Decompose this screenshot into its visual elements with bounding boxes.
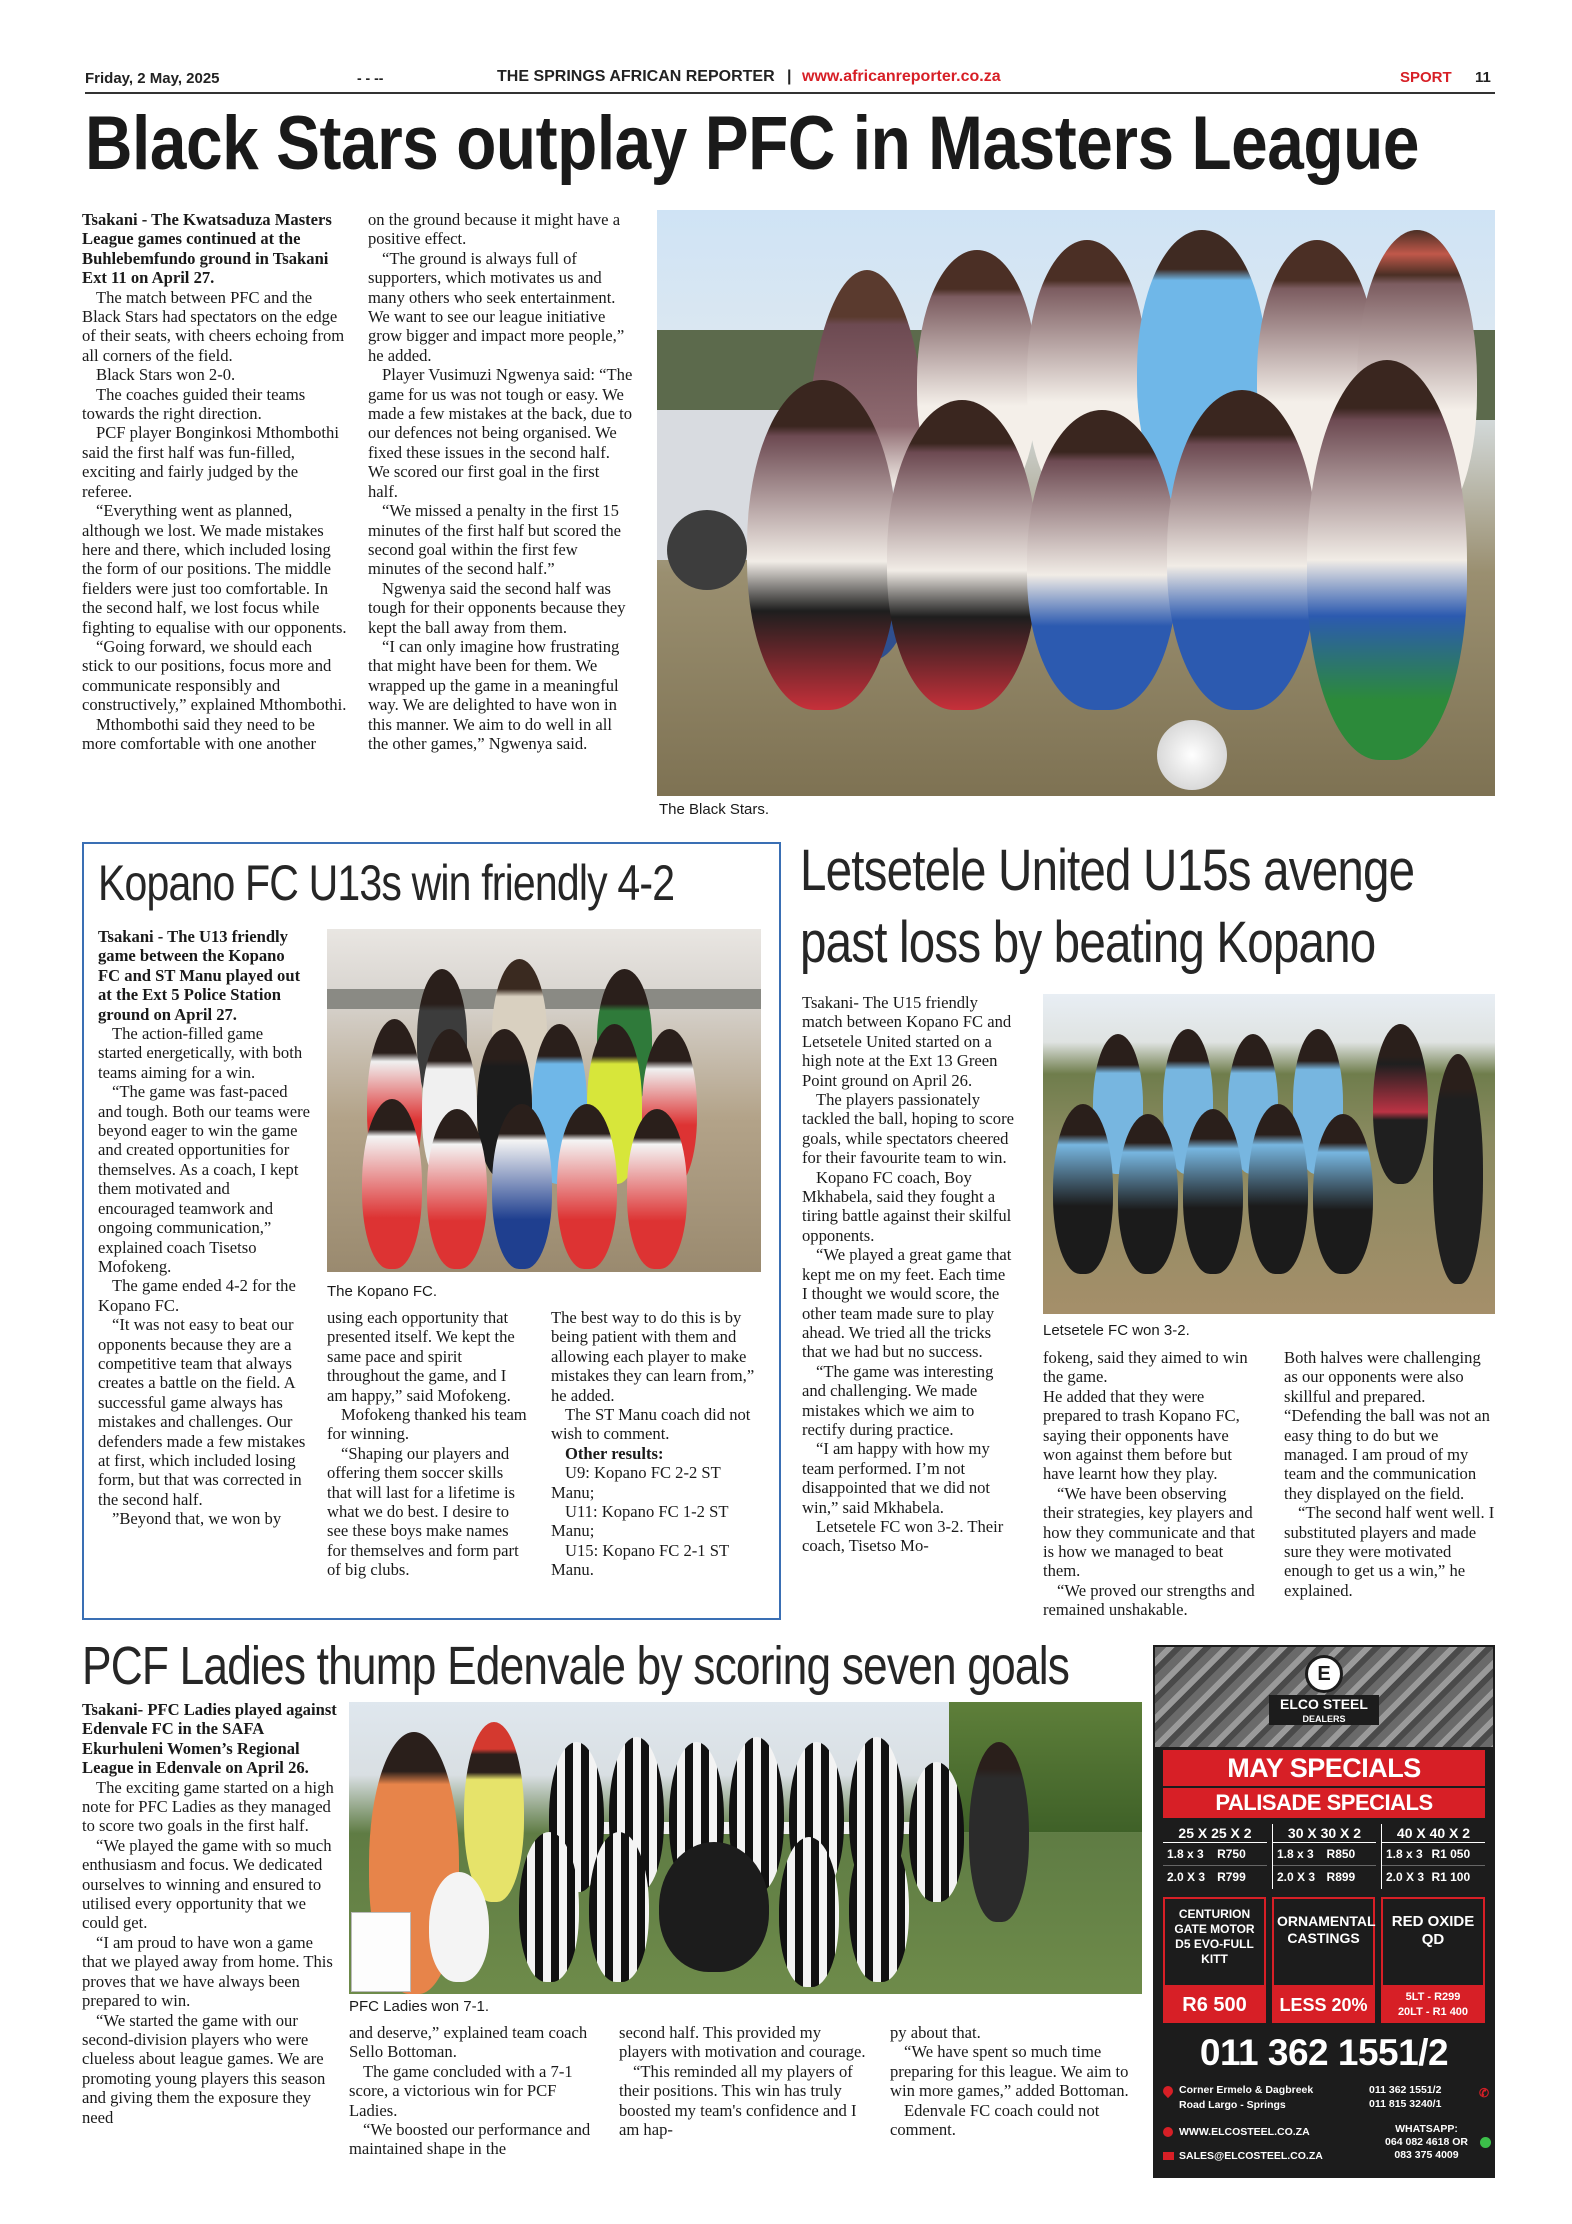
brand-line-2: DEALERS — [1269, 1713, 1379, 1725]
product-oxide-label: RED OXIDE QD — [1391, 1913, 1475, 1948]
price-oxide — [1381, 1987, 1485, 2023]
email-row[interactable] — [1163, 2149, 1363, 2165]
story4-column-1 — [82, 1700, 337, 2190]
story3-column-1 — [802, 993, 1014, 1620]
story1-paragraph: “I can only imagine how frustrating that might have been for them. We wrapped up the game in a meaningful way. We are delighted to have won in this manner. We aim to do well in all the other games,” Ngwenya said. — [368, 636, 620, 753]
whatsapp-line-2: 083 375 4009 — [1394, 2149, 1459, 2161]
story2-paragraph: The game ended 4-2 for the Kopano FC. — [98, 1276, 296, 1315]
story2-paragraph: The best way to do this is by being patient with them and allowing each player to make mistakes they can learn from,” he added. — [551, 1308, 755, 1405]
story2-column-2 — [327, 1308, 527, 1600]
result-line: U9: Kopano FC 2-2 ST Manu; — [551, 1463, 721, 1502]
whatsapp-icon — [1480, 2137, 1491, 2148]
letsetele-fc-caption: Letsetele FC won 3-2. — [1043, 1322, 1190, 1339]
size-title: 30 X 30 X 2 — [1273, 1824, 1376, 1843]
size-dims: 2.0 X 3 — [1277, 1870, 1316, 1884]
logo-badge-icon: E — [1305, 1655, 1343, 1693]
story4-headline-text: PCF Ladies thump Edenvale by scoring seven goals — [82, 1636, 1070, 1696]
other-results-title: Other results: — [565, 1443, 664, 1463]
size-price: R1 050 — [1431, 1847, 1471, 1861]
story3-headline — [800, 835, 1500, 985]
story4-headline — [82, 1632, 1137, 1702]
alt-phone-line-1: 011 362 1551/2 — [1369, 2084, 1442, 2096]
story1-paragraph: “The ground is always full of supporters, which motivates us and many others who seek entertainment. We want to see our league initiative grow bigger and impact more people,” he added. — [368, 248, 625, 365]
story1-column-2 — [368, 210, 633, 822]
story3-paragraph: “We have been observing their strategies, key players and how they communicate and that is how we managed to beat them. — [1043, 1483, 1255, 1581]
story2-paragraph: Mofokeng thanked his team for winning. — [327, 1405, 527, 1444]
pfc-ladies-team-photo — [349, 1702, 1142, 1994]
story3-paragraph: Both halves were challenging as our opponents were also skillful and prepared. — [1284, 1348, 1481, 1406]
running-header — [85, 68, 1495, 94]
story2-headline-text: Kopano FC U13s win friendly 4-2 — [98, 855, 675, 911]
story1-paragraph: “We missed a penalty in the first 15 minutes of the first half but scored the second goal within the first few minutes of the second half.” — [368, 501, 621, 579]
elco-steel-advert[interactable] — [1153, 1645, 1495, 2178]
size-title: 25 X 25 X 2 — [1163, 1824, 1267, 1843]
story3-paragraph: Tsakani- The U15 friendly match between Kopano FC and Letsetele United started on a high note at the Ext 13 Green Point ground on April 26. — [802, 993, 1012, 1090]
story4-paragraph: and deserve,” explained team coach Sello Bottoman. — [349, 2023, 588, 2062]
story1-paragraph: Player Vusimuzi Ngwenya said: “The game for us was not tough or easy. We made a few mistakes at the back, due to our defences not being organised. We fixed these issues in the second half. We scored our first goal in the first half. — [368, 365, 633, 501]
kopano-fc-caption: The Kopano FC. — [327, 1283, 438, 1300]
story3-headline-line1: Letsetele United U15s avenge — [800, 838, 1415, 903]
story1-paragraph: “Everything went as planned, although we lost. We made mistakes here and there, which included losing the form of our positions. The middle fielders were just too comfortable. In the second half, we lost focus while fighting to equalise with our opponents. — [82, 501, 347, 637]
main-phone-number[interactable]: 011 362 1551/2 — [1199, 2032, 1449, 2073]
size-block — [1381, 1824, 1485, 1889]
story4-column-2 — [349, 2023, 599, 2190]
story1-lead: Tsakani - The Kwatsaduza Masters League games continued at the Buhlebemfundo ground in Tsakani Ext 11 on April 27. — [82, 210, 332, 288]
address-line-1: Corner Ermelo & Dagbreek — [1179, 2084, 1314, 2096]
story1-headline-text: Black Stars outplay PFC in Masters League — [85, 101, 1420, 186]
header-dots: - - -- — [357, 70, 384, 86]
story1-paragraph: Black Stars won 2-0. — [96, 365, 236, 385]
story4-paragraph: “I am proud to have won a game that we played away from home. This proves that we have always been prepared to win. — [82, 1932, 333, 2011]
story1-paragraph: Ngwenya said the second half was tough for their opponents because they kept the ball away from them. — [368, 578, 626, 637]
palisade-specials-banner: PALISADE SPECIALS — [1163, 1788, 1485, 1818]
story4-paragraph: “We started the game with our second-division players who were clueless about league games. We are promoting young players this season and giving them the exposure they need — [82, 2010, 326, 2127]
story1-headline — [85, 100, 1495, 192]
size-dims: 1.8 x 3 — [1277, 1847, 1314, 1861]
story3-column-2 — [1043, 1348, 1255, 1620]
alt-phone-line-2: 011 815 3240/1 — [1369, 2098, 1442, 2110]
whatsapp-label: WHATSAPP: — [1395, 2123, 1458, 2135]
story3-paragraph: “I am happy with how my team performed. I’m not disappointed that we did not win,” said Mkhabela. — [802, 1439, 991, 1517]
alt-phone-row[interactable] — [1369, 2083, 1491, 2117]
story4-paragraph: second half. This provided my players with motivation and courage. — [619, 2023, 866, 2062]
pin-icon — [1161, 2084, 1175, 2098]
size-dims: 1.8 x 3 — [1386, 1847, 1423, 1861]
palisade-price-table — [1163, 1824, 1485, 1889]
story2-column-3 — [551, 1308, 761, 1600]
product-box-castings — [1272, 1897, 1375, 1987]
story3-paragraph: “We played a great game that kept me on my feet. Each time I thought we would score, the other team made sure to play ahead. We tried all the tricks that we had but no success. — [802, 1245, 1012, 1362]
product-box-gate-motor — [1163, 1897, 1266, 1987]
story3-paragraph: He added that they were prepared to trash Kopano FC, saying their opponents have won against them before but have learnt how they play. — [1043, 1386, 1240, 1484]
result-line: U11: Kopano FC 1-2 ST Manu; — [551, 1502, 729, 1541]
story2-paragraph: “The game was fast-paced and tough. Both our teams were beyond eager to win the game and created opportunities for themselves. As a coach, I kept them motivated and encouraged teamwork and ongoing communication,” explained coach Tisetso Mofokeng. — [98, 1082, 310, 1276]
story4-column-4 — [890, 2023, 1142, 2190]
whatsapp-row[interactable] — [1360, 2123, 1493, 2171]
story2-paragraph: “Shaping our players and offering them soccer skills that will last for a lifetime is what we do best. I desire to see these boys make names for themselves and form part of big clubs. — [327, 1443, 519, 1580]
story3-paragraph: “We proved our strengths and remained unshakable. — [1043, 1580, 1255, 1620]
story4-paragraph: The game concluded with a 7-1 score, a victorious win for PCF Ladies. — [349, 2061, 573, 2120]
header-rule — [85, 92, 1495, 94]
issue-date: Friday, 2 May, 2025 — [85, 70, 220, 87]
size-title: 40 X 40 X 2 — [1382, 1824, 1485, 1843]
elco-steel-logo — [1269, 1655, 1379, 1739]
story1-paragraph: The match between PFC and the Black Stars had spectators on the edge of their seats, with cheers echoing from all corners of the field. — [82, 287, 345, 365]
publication-name: THE SPRINGS AFRICAN REPORTER — [497, 68, 775, 85]
story1-paragraph: on the ground because it might have a positive effect. — [368, 210, 621, 249]
size-dims: 2.0 X 3 — [1167, 1870, 1206, 1884]
size-block — [1163, 1824, 1267, 1889]
story3-paragraph: Kopano FC coach, Boy Mkhabela, said they fought a tiring battle against their skilful opponents. — [802, 1167, 1012, 1245]
product-gate-motor-label: CENTURION GATE MOTOR D5 EVO-FULL KITT — [1174, 1907, 1255, 1966]
story3-paragraph: Letsetele FC won 3-2. Their coach, Tisetso Mo- — [802, 1516, 1004, 1556]
story4-lead: Tsakani- PFC Ladies played against Edenvale FC in the SAFA Ekurhuleni Women’s Regional League in Edenvale on April 26. — [82, 1700, 337, 1778]
website-link[interactable]: www.africanreporter.co.za — [802, 68, 1001, 85]
story3-paragraph: “The game was interesting and challenging. We made mistakes which we aim to rectify during practice. — [802, 1361, 994, 1439]
mail-icon — [1163, 2152, 1174, 2160]
size-block — [1272, 1824, 1376, 1889]
story4-paragraph: Edenvale FC coach could not comment. — [890, 2100, 1100, 2140]
price-castings: LESS 20% — [1272, 1987, 1375, 2023]
story4-paragraph: The exciting game started on a high note for PFC Ladies as they managed to score two goals in the first half. — [82, 1777, 334, 1836]
price-oxide-20lt: 20LT - R1 400 — [1397, 2006, 1469, 2018]
story1-paragraph: The coaches guided their teams towards the right direction. — [82, 384, 306, 424]
story2-paragraph: using each opportunity that presented itself. We kept the same pace and spirit throughout the game, and I am happy,” said Mofokeng. — [327, 1308, 515, 1405]
page-number: 11 — [1475, 69, 1491, 86]
size-dims: 1.8 x 3 — [1167, 1847, 1204, 1861]
price-oxide-5lt: 5LT - R299 — [1405, 1991, 1461, 2003]
story3-headline-line2: past loss by beating Kopano — [800, 910, 1376, 975]
story2-paragraph: The ST Manu coach did not wish to comment. — [551, 1405, 751, 1444]
website-text: WWW.ELCOSTEEL.CO.ZA — [1179, 2126, 1310, 2138]
story4-paragraph: “We played the game with so much enthusiasm and focus. We dedicated ourselves to winning and ensured to utilised every opportunity that we could get. — [82, 1835, 332, 1933]
email-text: SALES@ELCOSTEEL.CO.ZA — [1179, 2150, 1323, 2162]
section-label: SPORT — [1400, 69, 1452, 86]
story1-paragraph: PCF player Bonginkosi Mthombothi said the first half was fun-filled, exciting and fairly judged by the referee. — [82, 423, 339, 501]
address-line-2: Road Largo - Springs — [1179, 2099, 1286, 2111]
size-price: R1 100 — [1431, 1870, 1471, 1884]
story3-paragraph: “The second half went well. I substituted players and made sure they were motivated enough to get us a win,” he explained. — [1284, 1503, 1495, 1600]
story3-column-3 — [1284, 1348, 1496, 1620]
story2-paragraph: The action-filled game started energetically, with both teams aiming for a win. — [98, 1024, 303, 1082]
story2-column-1 — [98, 927, 310, 1600]
story4-paragraph: “This reminded all my players of their positions. This win has truly boosted my team's confidence and I am hap- — [619, 2061, 857, 2140]
product-castings-label: ORNAMENTAL CASTINGS — [1277, 1913, 1376, 1946]
story3-paragraph: “Defending the ball was not an easy thing to do but we managed. I am proud of my team and the communication they displayed on the field. — [1284, 1406, 1490, 1503]
globe-icon — [1163, 2127, 1173, 2137]
may-specials-banner: MAY SPECIALS — [1163, 1750, 1485, 1786]
story4-column-3 — [619, 2023, 869, 2190]
black-stars-team-photo — [657, 210, 1495, 796]
story1-paragraph: “Going forward, we should each stick to our positions, focus more and communicate responsibly and constructively,” explained Mthombothi. — [82, 636, 347, 715]
story3-paragraph: fokeng, said they aimed to win the game. — [1043, 1348, 1248, 1387]
pfc-ladies-caption: PFC Ladies won 7-1. — [349, 1998, 490, 2015]
phone-icon: ✆ — [1478, 2086, 1489, 2100]
story4-paragraph: “We have spent so much time preparing for this league. We aim to win more games,” added Bottoman. — [890, 2042, 1129, 2101]
story4-paragraph: py about that. — [890, 2023, 981, 2042]
story4-paragraph: “We boosted our performance and maintained shape in the — [349, 2120, 591, 2159]
header-separator: | — [787, 68, 792, 85]
result-line: U15: Kopano FC 2-1 ST Manu. — [551, 1540, 729, 1580]
story2-lead: Tsakani - The U13 friendly game between the Kopano FC and ST Manu played out at the Ext 5 Police Station ground on April 27. — [98, 927, 301, 1024]
story2-paragraph: “It was not easy to beat our opponents because they are a competitive team that always creates a battle on the field. A successful game always has mistakes and challenges. Our defenders made a few mistakes at first, which included losing form, but that was corrected in the second half. — [98, 1315, 306, 1509]
story2-headline — [98, 850, 778, 920]
story2-paragraph: ”Beyond that, we won by — [112, 1509, 282, 1529]
story1-column-1 — [82, 210, 347, 822]
web-row[interactable] — [1163, 2125, 1363, 2141]
letsetele-fc-team-photo — [1043, 994, 1495, 1314]
size-dims: 2.0 X 3 — [1386, 1870, 1425, 1884]
address-row — [1163, 2083, 1363, 2117]
story3-paragraph: The players passionately tackled the ball, hoping to score goals, while spectators cheered for their favourite team to win. — [802, 1090, 1014, 1168]
size-price: R850 — [1326, 1847, 1356, 1861]
kopano-fc-team-photo — [327, 929, 761, 1272]
size-price: R799 — [1217, 1870, 1246, 1884]
size-price: R750 — [1217, 1847, 1246, 1861]
product-box-oxide — [1381, 1897, 1485, 1987]
price-gate-motor: R6 500 — [1163, 1987, 1266, 2023]
black-stars-caption: The Black Stars. — [659, 801, 770, 818]
size-price: R899 — [1326, 1870, 1356, 1884]
story1-paragraph: Mthombothi said they need to be more comfortable with one another — [82, 714, 317, 753]
brand-line-1: ELCO STEEL — [1269, 1695, 1379, 1713]
whatsapp-line-1: 064 082 4618 OR — [1385, 2136, 1468, 2148]
